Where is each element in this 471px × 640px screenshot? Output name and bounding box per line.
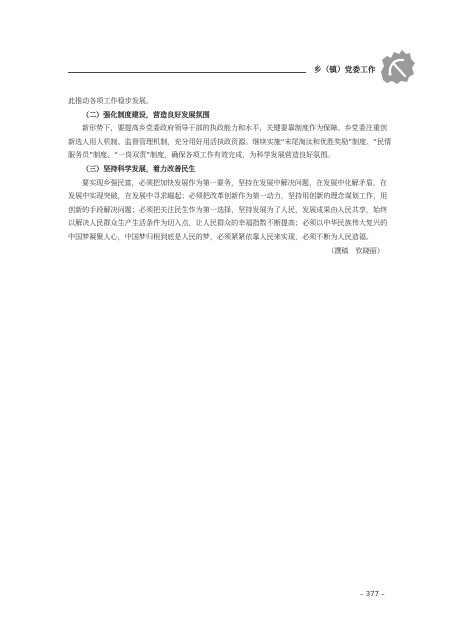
body-line-continuation: 此推动各项工作稳步发展。 [68,96,154,105]
header-section-title: 乡（镇）党委工作 [314,65,376,74]
paragraph-scientific-development: 要实现乡强民富，必须把加快发展作为第一要务，坚持在发展中解决问题，在发展中化解矛盾，在发展中实现突破，在发展中寻求崛起；必须把改革创新作为第一动力，坚持用创新的理念谋划工作，用创新的手段解决问题；必须把关注民生作为第一选择，坚持发展为了人民，发展成果由人民共享，始终以解决人民群众生产生活条件为切入点，让人民群众的幸福指数不断提高；必须以中华民族伟大复兴的中国梦凝聚人心，中国梦归根到底是人民的梦，必须紧紧依靠人民来实现，必须不断为人民造福。 [68,177,388,241]
article-body [68,94,394,257]
subheading-institution-building: （二）强化制度建设，营造良好发展氛围 [82,109,210,119]
header-rule [68,72,306,73]
party-emblem-icon [377,46,417,86]
page-number: – 377 – [360,590,385,598]
subheading-scientific-development: （三）坚持科学发展，着力改善民生 [82,163,196,173]
author-credit: （撰稿 钦晓丽） [327,245,384,255]
paragraph-institution-building: 新形势下，要提高乡党委政府领导干部的执政能力和水平，关键要靠制度作为保障。乡党委注重创新选人用人机制、监督管理机制，充分用好用活执政资源。继续实施“末尾淘汰和优胜奖励”制度、“民情服务员”制度、“一岗双责”制度，确保各项工作有效完成，为科学发展营造良好氛围。 [68,123,392,160]
